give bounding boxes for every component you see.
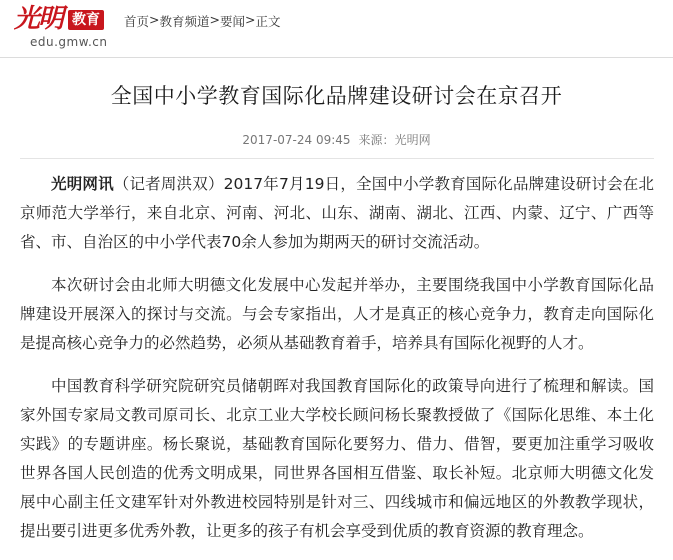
breadcrumb-separator: > xyxy=(149,12,160,27)
logo-script-text: 光明 xyxy=(14,4,63,34)
lead-source-label: 光明网讯 xyxy=(51,175,114,193)
site-logo[interactable] xyxy=(14,4,114,50)
site-header xyxy=(0,0,673,58)
logo-domain: edu.gmw.cn xyxy=(30,35,108,49)
article-paragraph: 本次研讨会由北师大明德文化发展中心发起并举办，主要围绕我国中小学教育国际化品牌建设开展深入的探讨与交流。与会专家指出，人才是真正的核心竞争力，教育走向国际化是提高核心竞争力的必然趋势，必须从基础教育着手，培养具有国际化视野的人才。 xyxy=(20,276,654,352)
breadcrumb-channel[interactable]: 教育频道 xyxy=(159,14,210,29)
breadcrumb-news[interactable]: 要闻 xyxy=(220,14,246,29)
article-title: 全国中小学教育国际化品牌建设研讨会在京召开 xyxy=(110,84,563,108)
meta-divider xyxy=(20,158,654,159)
article-meta xyxy=(0,131,673,148)
logo-badge: 教育 xyxy=(68,10,104,30)
article-body xyxy=(20,170,654,560)
article-paragraph xyxy=(20,170,654,257)
breadcrumb-current: 正文 xyxy=(255,14,281,29)
breadcrumb-separator: > xyxy=(245,12,256,27)
article-paragraph: 中国教育科学研究院研究员储朝晖对我国教育国际化的政策导向进行了梳理和解读。国家外国专家局文教司原司长、北京工业大学校长顾问杨长聚教授做了《国际化思维、本土化实践》的专题讲座。杨长聚说，基础教育国际化要努力、借力、借智，要更加注重学习吸收世界各国人民创造的优秀文明成果，同世界各国相互借鉴、取长补短。北京师大明德文化发展中心副主任文建军针对外教进校园特别是针对三、四线城市和偏远地区的外教教学现状，提出要引进更多优秀外教，让更多的孩子有机会享受到优质的教育资源的教育理念。 xyxy=(20,377,654,540)
breadcrumb-home[interactable]: 首页 xyxy=(124,14,150,29)
breadcrumb xyxy=(124,12,281,30)
article-source[interactable]: 光明网 xyxy=(394,133,431,147)
article-date: 2017-07-24 09:45 xyxy=(242,133,351,147)
paragraph-text: （记者周洪双）2017年7月19日，全国中小学教育国际化品牌建设研讨会在北京师范大学举行，来自北京、河南、河北、山东、湖南、湖北、江西、内蒙、辽宁、广西等省、市、自治区的中小学代表70余人参加为期两天的研讨交流活动。 xyxy=(20,175,654,251)
source-label: 来源： xyxy=(358,133,395,147)
breadcrumb-separator: > xyxy=(209,12,220,27)
header-divider xyxy=(0,57,673,58)
